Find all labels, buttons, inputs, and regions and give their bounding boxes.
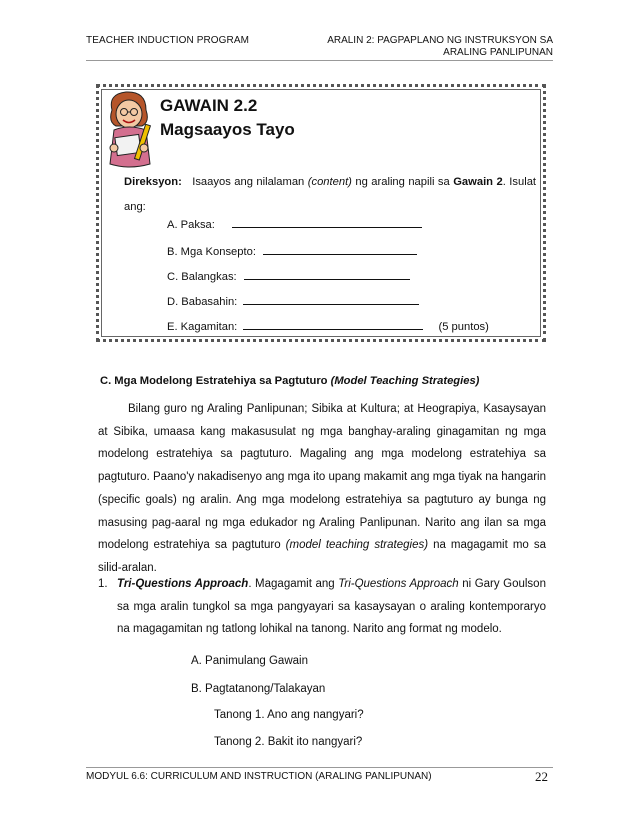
paragraph-main: Bilang guro ng Araling Panlipunan; Sibika at Kultura; at Heograpiya, Kasaysayan at Sibika, umaasa kang makasusulat ng mga banghay-araling ginagamitan ng mga modelong estratehiya sa pagtuturo. Magaling ang mga modelong estratehiya sa pagtuturo. Paano'y nakadisenyo ang mga ito upang makamit ang mga tiyak na hangarin (specific goals) ng aralin. Ang mga modelong estratehiya sa pagtuturo ay bunga ng masusing pag-aaral ng mga edukador ng Araling Panlipunan. Narito ang ilan sa mga modelong estratehiya sa pagtuturo	[98, 403, 546, 552]
sub-item-a: A. Panimulang Gawain	[191, 655, 308, 667]
question-1: Tanong 1. Ano ang nangyari?	[214, 709, 364, 721]
answer-blank	[243, 320, 423, 330]
task-mga-konsepto	[167, 245, 417, 258]
footer-module: MODYUL 6.6: CURRICULUM AND INSTRUCTION (ARALING PANLIPUNAN)	[86, 771, 432, 782]
activity-title: GAWAIN 2.2	[160, 96, 258, 115]
direction-label: Direksyon:	[124, 176, 182, 188]
task-label: E. Kagamitan:	[167, 321, 238, 333]
direction-text-1: Isaayos ang nilalaman	[192, 176, 305, 188]
teacher-mascot-icon	[100, 88, 160, 178]
item-title-again: Tri-Questions Approach	[338, 578, 459, 590]
activity-direction	[124, 170, 536, 220]
page-number: 22	[535, 769, 548, 784]
paragraph-end: na magagamit mo sa silid-aralan.	[98, 539, 546, 574]
answer-blank	[243, 295, 419, 305]
direction-text-3: Isulat ang:	[124, 176, 537, 213]
task-balangkas	[167, 270, 410, 283]
task-paksa	[167, 218, 422, 231]
direction-gawain: Gawain 2	[453, 176, 503, 188]
header-lesson	[293, 35, 553, 59]
task-kagamitan	[167, 320, 489, 333]
section-c-paragraph	[98, 398, 546, 580]
answer-blank	[244, 270, 410, 280]
item-text-1: . Magagamit ang	[248, 578, 335, 590]
section-c-title-plain: C. Mga Modelong Estratehiya sa Pagtuturo	[100, 375, 328, 387]
sub-item-b: B. Pagtatanong/Talakayan	[191, 683, 326, 695]
header-rule	[86, 60, 553, 61]
task-label: C. Balangkas:	[167, 271, 237, 283]
header-lesson-line2: ARALING PANLIPUNAN	[443, 47, 553, 58]
section-c-title-italic: (Model Teaching Strategies)	[330, 375, 480, 387]
answer-blank	[263, 245, 417, 255]
direction-content: (content)	[307, 176, 352, 188]
direction-text-2: ng araling napili sa	[355, 176, 450, 188]
list-item-tri-questions	[98, 573, 546, 641]
task-label: D. Babasahin:	[167, 296, 238, 308]
section-c-title	[100, 375, 479, 387]
header-lesson-line1: ARALIN 2: PAGPAPLANO NG INSTRUKSYON SA	[327, 35, 553, 46]
task-label: B. Mga Konsepto:	[167, 246, 256, 258]
task-label: A. Paksa:	[167, 219, 215, 231]
header-program: TEACHER INDUCTION PROGRAM	[86, 35, 250, 46]
paragraph-italic: (model teaching strategies)	[285, 539, 429, 552]
activity-subtitle: Magsaayos Tayo	[160, 120, 295, 139]
footer-rule	[86, 767, 553, 768]
points-label: (5 puntos)	[438, 321, 489, 333]
item-text-2: ni Gary Goulson sa mga aralin tungkol sa mga pangyayari sa kasaysayan o araling kontemporaryo na magagamitan ng tatlong lohikal na tanong. Narito ang format ng modelo.	[117, 578, 546, 636]
answer-blank	[232, 218, 422, 228]
item-number: 1.	[98, 578, 108, 590]
item-title: Tri-Questions Approach	[117, 578, 249, 590]
direction-period: .	[502, 176, 506, 188]
question-2: Tanong 2. Bakit ito nangyari?	[214, 736, 363, 748]
task-babasahin	[167, 295, 419, 308]
